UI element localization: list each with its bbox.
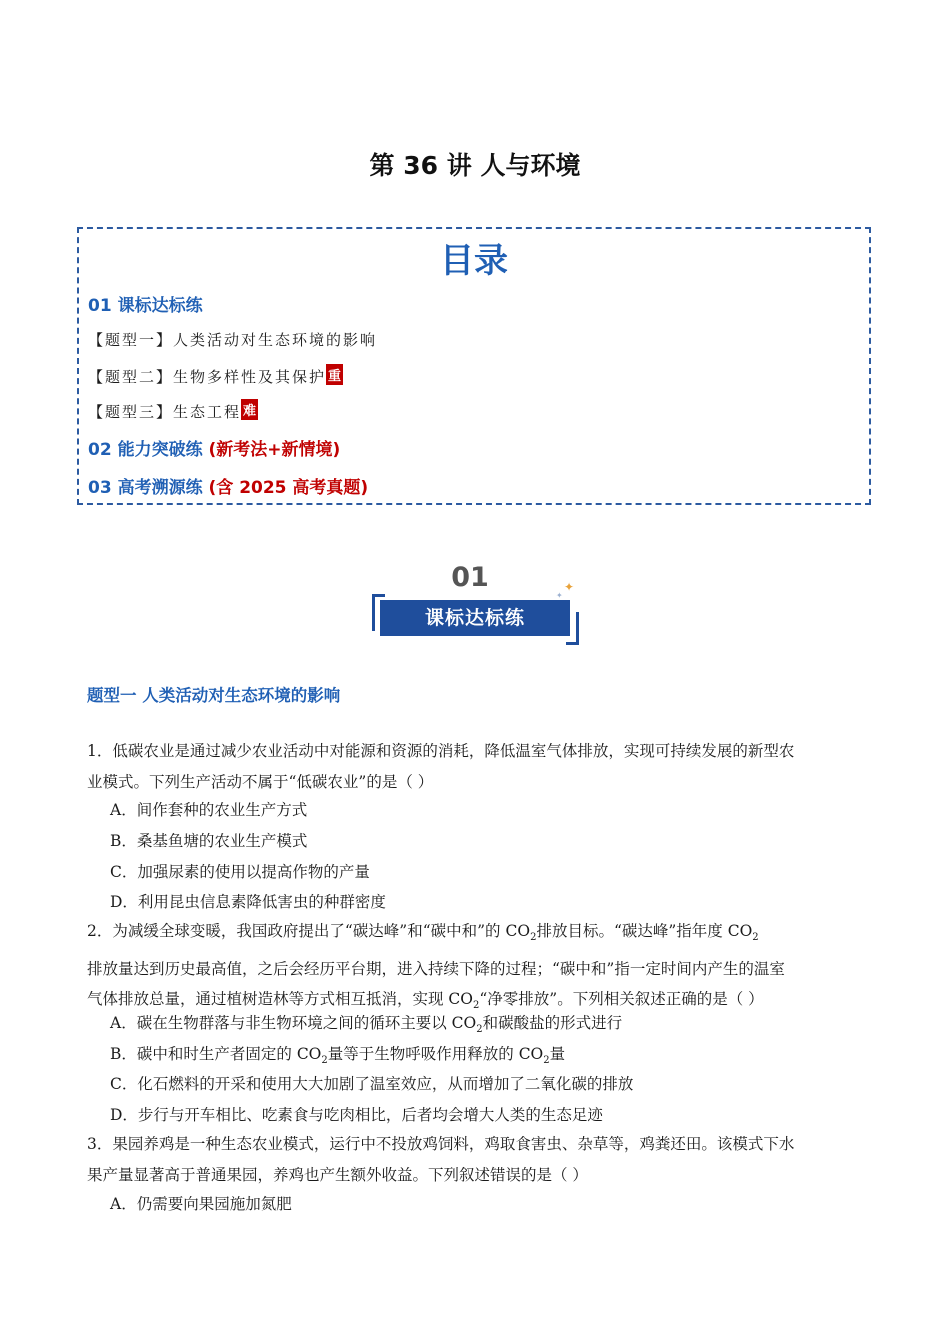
toc-item-type-2[interactable] <box>88 364 343 387</box>
table-of-contents <box>77 227 871 505</box>
toc-section-2[interactable]: 02 能力突破练 (新考法+新情境) <box>88 440 341 460</box>
section-number: 01 <box>451 562 489 593</box>
page-title: 第 36 讲 人与环境 <box>369 151 581 180</box>
q2-option-b: B．碳中和时生产者固定的 $CO_2$量等于生物呼吸作用释放的 $CO_2$量 <box>110 1045 566 1067</box>
q3-option-a: A．仍需要向果园施加氮肥 <box>110 1195 292 1213</box>
question-2-stem: 2．为减缓全球变暖，我国政府提出了“碳达峰”和“碳中和”的 $CO_2$排放目标。“碳达峰”指年度 $CO_2$ 排放量达到历史最高值，之后会经历平台期，进入持续下降的过程；“碳中和”指一定时间内产生的温室 气体排放总量，通过植树造林等方式相互抵消，实现 $CO_2“$净零排放”。下列相关叙述正确的是（ ） <box>87 922 785 1012</box>
toc-item-type-1[interactable] <box>88 329 377 350</box>
toc-item-label: 【题型一】人类活动对生态环境的影响 <box>88 331 378 349</box>
type-heading: 题型一 人类活动对生态环境的影响 <box>87 686 341 705</box>
sparkle-icon: ✦ <box>556 591 563 600</box>
toc-section-1[interactable]: 01 课标达标练 <box>88 296 203 316</box>
difficult-tag: 难 <box>241 399 258 420</box>
toc-heading: 目录 <box>440 241 508 281</box>
toc-section-3[interactable]: 03 高考溯源练 (含 2025 高考真题) <box>88 478 369 498</box>
toc-item-type-3[interactable] <box>88 399 258 422</box>
section-label: 课标达标练 <box>380 600 570 636</box>
q1-option-b: B．桑基鱼塘的农业生产模式 <box>110 832 308 850</box>
q1-option-c: C．加强尿素的使用以提高作物的产量 <box>110 863 370 881</box>
section-banner <box>370 560 582 646</box>
important-tag: 重 <box>326 364 343 385</box>
q1-option-a: A．间作套种的农业生产方式 <box>110 801 308 819</box>
question-3-stem: 3．果园养鸡是一种生态农业模式，运行中不投放鸡饲料，鸡取食害虫、杂草等，鸡粪还田。该模式下水 果产量显著高于普通果园，养鸡也产生额外收益。下列叙述错误的是（ ） <box>87 1135 795 1184</box>
sparkle-icon: ✦ <box>564 580 575 594</box>
q1-option-d: D．利用昆虫信息素降低害虫的种群密度 <box>110 893 386 911</box>
toc-item-label: 【题型二】生物多样性及其保护 <box>88 368 327 386</box>
toc-item-label: 【题型三】生态工程 <box>88 403 242 421</box>
question-1-stem: 1．低碳农业是通过减少农业活动中对能源和资源的消耗，降低温室气体排放，实现可持续发展的新型农 业模式。下列生产活动不属于“低碳农业”的是（ ） <box>87 742 795 791</box>
q2-option-a: A．碳在生物群落与非生物环境之间的循环主要以 $CO_2$和碳酸盐的形式进行 <box>110 1014 623 1036</box>
q2-option-c: C．化石燃料的开采和使用大大加剧了温室效应，从而增加了二氧化碳的排放 <box>110 1075 634 1093</box>
q2-option-d: D．步行与开车相比、吃素食与吃肉相比，后者均会增大人类的生态足迹 <box>110 1106 603 1124</box>
